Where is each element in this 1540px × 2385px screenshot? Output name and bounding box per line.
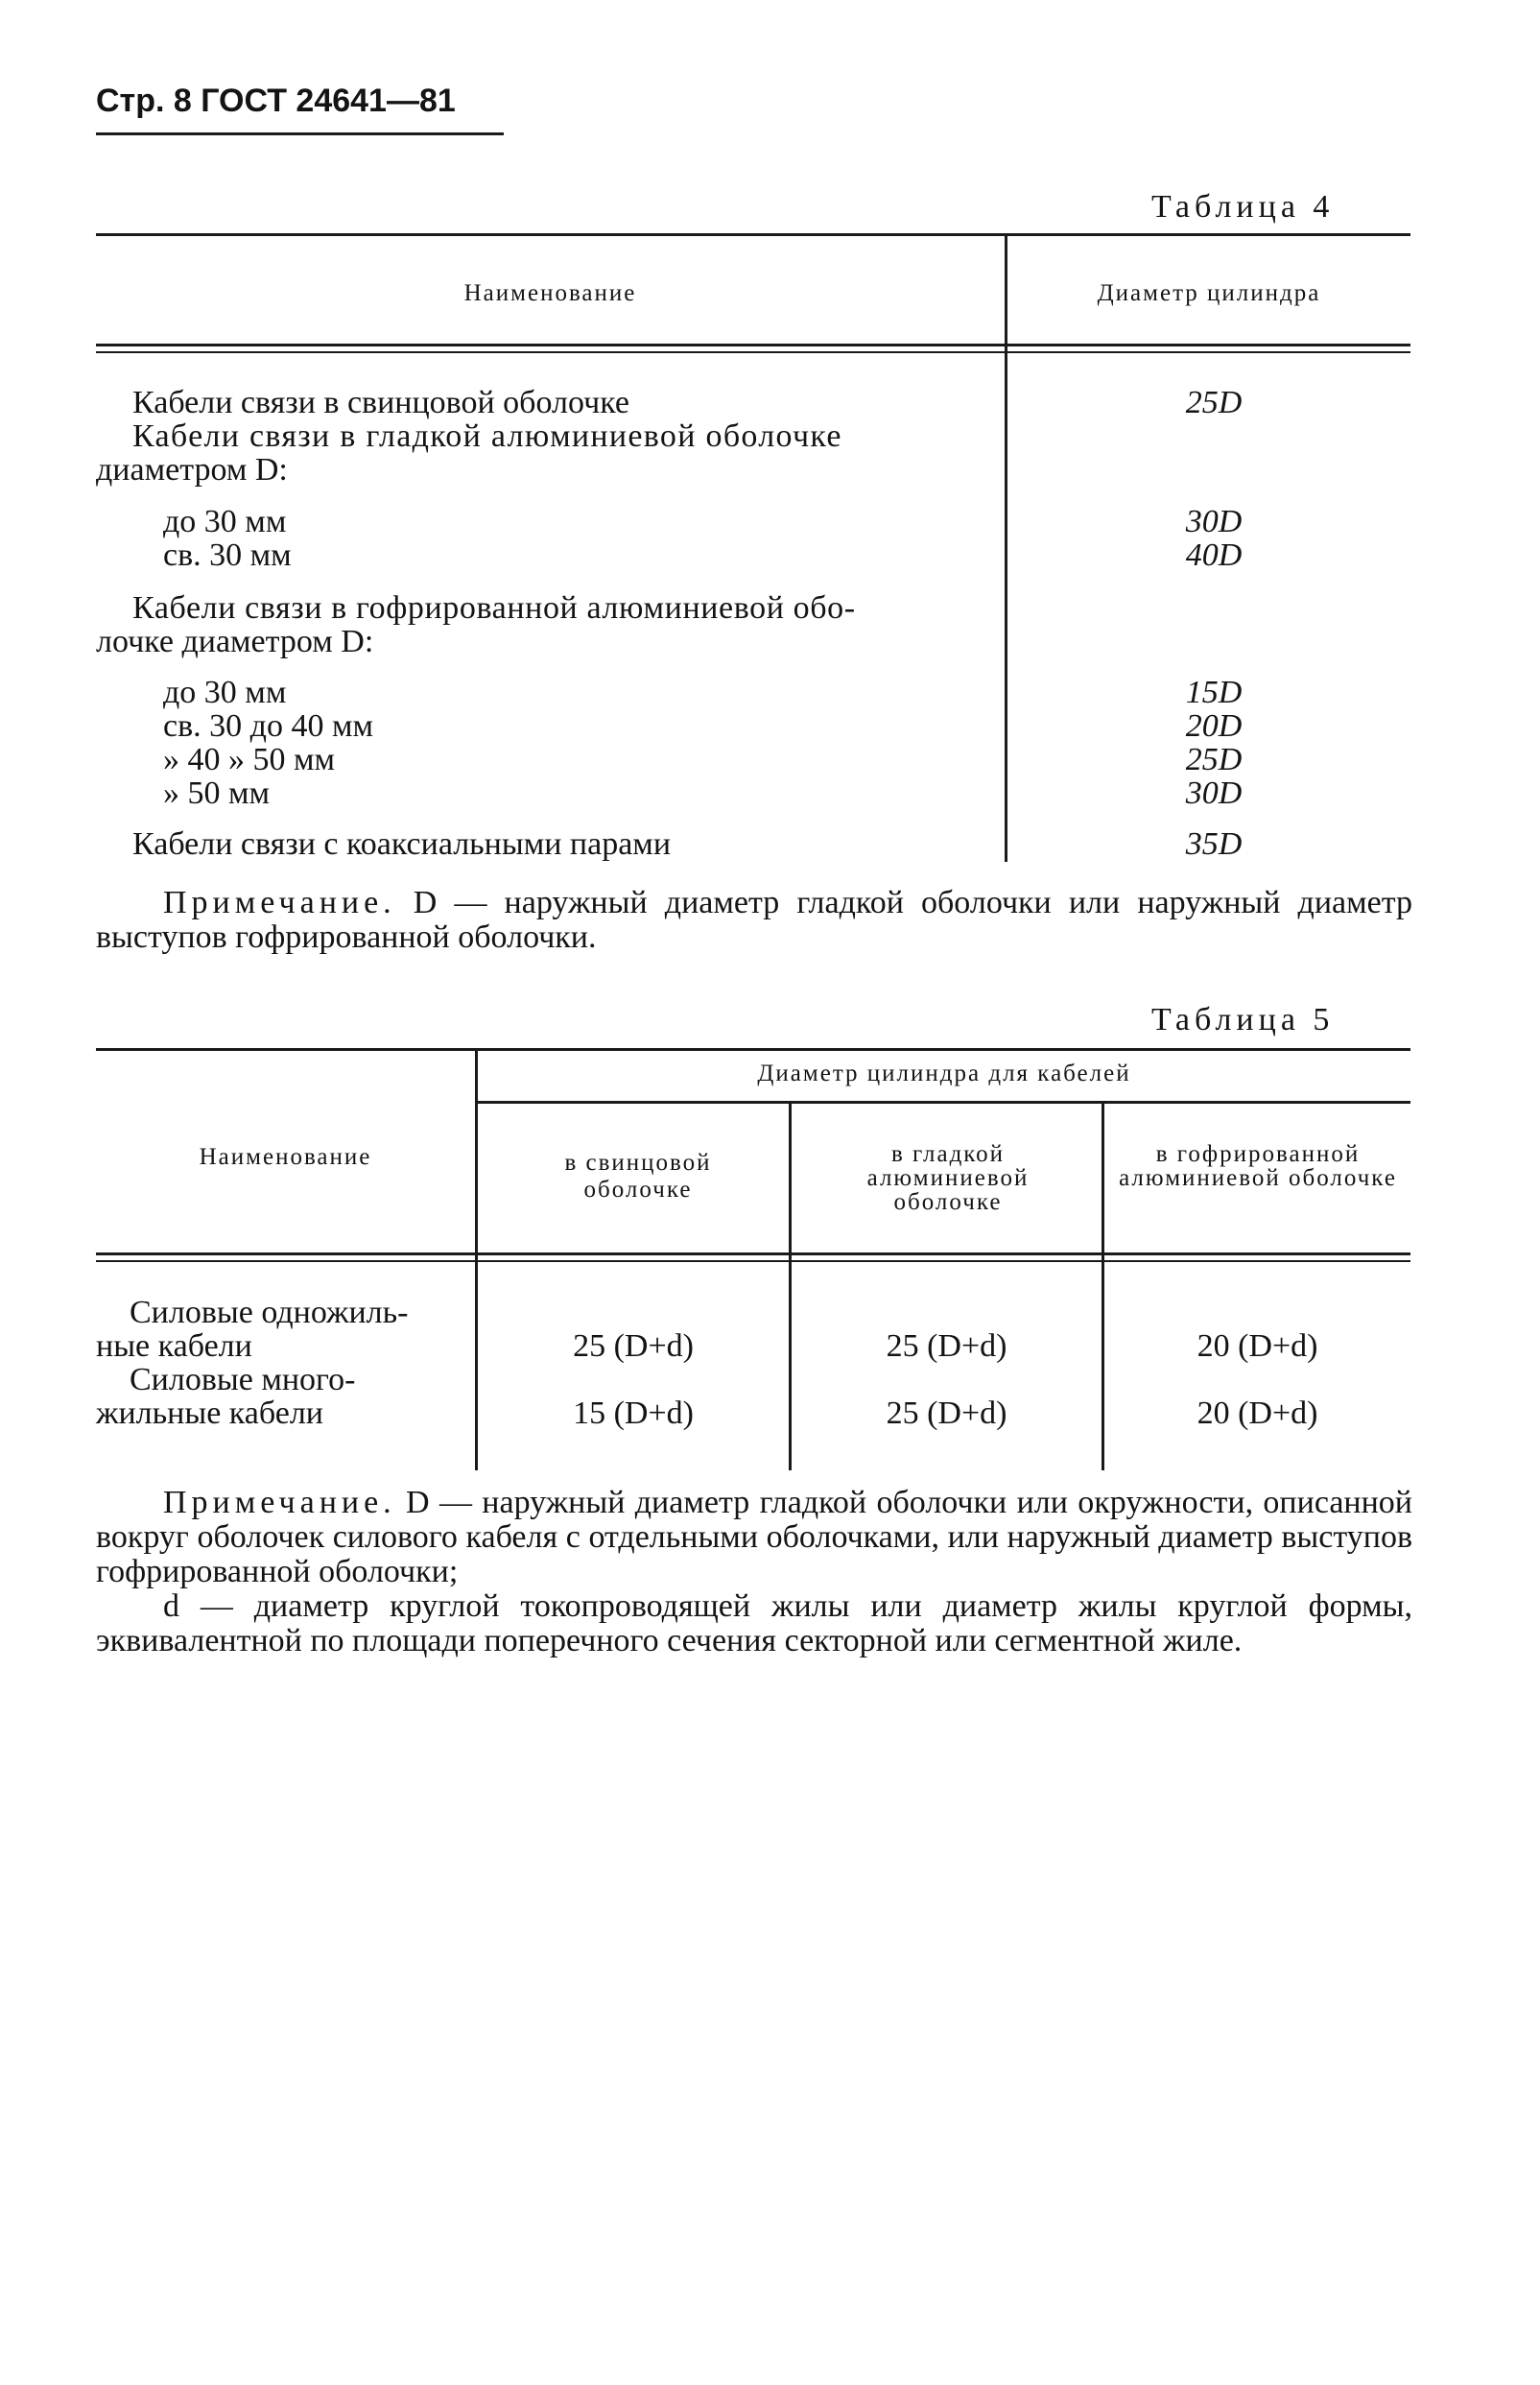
table4-note-text: D — наружный диаметр гладкой оболочки или наружный диаметр выступов гофрированной оболочки. [96,885,1413,955]
table4-row-name: св. 30 до 40 мм [163,708,373,744]
table4-row-name: Кабели связи с коаксиальными парами [132,826,672,862]
table5-cell: 25 (D+d) [573,1328,694,1364]
table4-row-name: Кабели связи в гладкой алюминиевой оболочке [132,418,842,454]
table5-cell: 20 (D+d) [1196,1395,1318,1431]
table5-subheader-corrugated: в гофрированной алюминиевой оболочке [1119,1141,1397,1191]
table4-note [96,886,1412,955]
table5-cell: 25 (D+d) [886,1328,1007,1364]
table5-top-rule [96,1048,1410,1051]
table4-row-value: 20D [1185,708,1243,744]
table4-row-value: 40D [1185,537,1243,573]
table4-row-name: Кабели связи в свинцовой оболочке [132,385,629,420]
table4-row-name: диаметром D: [96,452,288,488]
table5-note-label: Примечание. [163,1485,396,1520]
table4-row-value: 30D [1185,504,1243,539]
table5-caption: Таблица 5 [1151,1002,1335,1037]
table4-top-rule [96,233,1410,236]
table4-row-value: 15D [1185,675,1243,710]
table5-row-name: Силовые одножиль- [130,1295,409,1330]
table4-caption: Таблица 4 [1151,189,1335,225]
table4-row-value: 25D [1185,385,1243,420]
table5-note-para-1 [96,1486,1412,1589]
table4-row-name: » 50 мм [163,775,271,811]
table4-col-diam-header: Диаметр цилиндра [1097,280,1321,306]
header-underline [96,132,504,135]
table4-row-value: 25D [1185,742,1243,777]
table4-col-name-header: Наименование [463,280,637,306]
table5-group-header: Диаметр цилиндра для кабелей [757,1061,1131,1086]
table5-subheader-lead: в свинцовой оболочке [564,1150,712,1203]
table5-row-name: жильные кабели [96,1395,323,1431]
table4-header-rule-2 [96,351,1410,353]
table4-row-name: до 30 мм [163,675,287,710]
table5-col-name-header: Наименование [199,1144,372,1170]
table5-group-rule [478,1101,1410,1104]
table5-header-rule-2 [96,1260,1410,1262]
table5-note-text: D — наружный диаметр гладкой оболочки или окружности, описанной вокруг оболочек силового кабеля с отдельными оболочками, или наружный диаметр выступов гофрированной оболочки; [96,1485,1413,1589]
table5-row-name: ные кабели [96,1328,252,1364]
table4-header-rule [96,344,1410,346]
page-header: Стр. 8 ГОСТ 24641—81 [96,83,456,119]
table5-cell: 25 (D+d) [886,1395,1007,1431]
table5-cell: 20 (D+d) [1196,1328,1318,1364]
table4-row-name: до 30 мм [163,504,287,539]
table5-cell: 15 (D+d) [573,1395,694,1431]
table4-row-name: » 40 » 50 мм [163,742,336,777]
table4-row-name: св. 30 мм [163,537,292,573]
table4-row-value: 35D [1185,826,1243,862]
table5-row-name: Силовые много- [130,1362,356,1397]
table5-subheader-smooth: в гладкой алюминиевой оболочке [866,1141,1030,1215]
table4-row-name: лочке диаметром D: [96,624,374,659]
table4-note-label: Примечание. [163,885,396,920]
table5-header-rule [96,1252,1410,1255]
table5-note-para-2: d — диаметр круглой токопроводящей жилы или диаметр жилы круглой формы, эквивалентной по площади поперечного сечения секторной или сегментной жиле. [96,1588,1412,1658]
table5-note [96,1486,1412,1658]
table4-row-value: 30D [1185,775,1243,811]
table4-row-name: Кабели связи в гофрированной алюминиевой обо- [132,590,856,626]
table4-divider [1005,236,1007,862]
